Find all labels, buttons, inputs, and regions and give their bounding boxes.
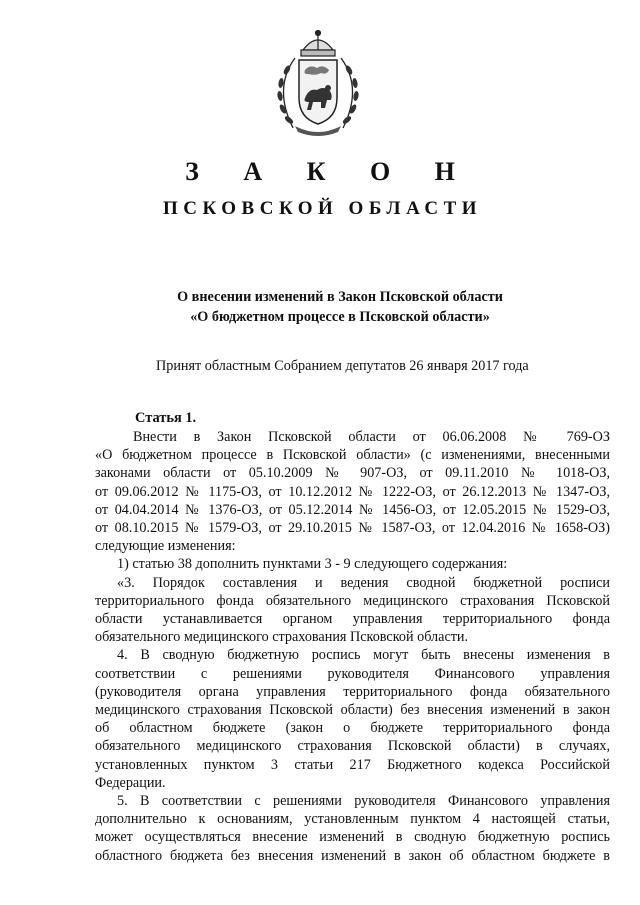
text-line: следующие изменения: xyxy=(95,538,236,555)
text-line: областного бюджета без внесения изменений в закон об областном бюджете в xyxy=(95,847,610,864)
text-line: территориального фонда обязательного медицинского страхования Псковской xyxy=(95,592,610,609)
text-line: Федерации. xyxy=(95,774,166,791)
text-line: установленных пунктом 3 статьи 217 Бюджетного кодекса Российской xyxy=(95,756,610,773)
clause-4-paragraph xyxy=(95,646,610,792)
text-line: 5. В соответствии с решениями руководителя Финансового управления xyxy=(117,793,610,810)
text-line: от 08.10.2015 № 1579-ОЗ, от 29.10.2015 № 1587-ОЗ, от 12.04.2016 № 1658-ОЗ) xyxy=(95,520,610,537)
text-line: от 09.06.2012 № 1175-ОЗ, от 10.12.2012 № 1222-ОЗ, от 26.12.2013 № 1347-ОЗ, xyxy=(95,483,610,500)
text-line: 1) статью 38 дополнить пунктами 3 - 9 следующего содержания: xyxy=(117,556,508,573)
text-line: медицинского страхования Псковской области) без внесения изменений в закон xyxy=(95,702,610,719)
coat-of-arms-emblem xyxy=(265,28,371,138)
text-line: Внести в Закон Псковской области от 06.06.2008 № 769-ОЗ xyxy=(133,429,610,445)
text-line: «3. Порядок составления и ведения сводной бюджетной росписи xyxy=(117,574,610,591)
text-line: 4. В сводную бюджетную роспись могут быть внесены изменения в xyxy=(117,647,610,664)
intro-paragraph xyxy=(95,428,610,555)
text-line: обязательного медицинского страхования Псковской области. xyxy=(95,629,469,646)
item-1-paragraph xyxy=(95,555,610,573)
text-line: об областном бюджете (закон о бюджете территориального фонда xyxy=(95,720,610,737)
text-line: законами области от 05.10.2009 № 907-ОЗ, от 09.11.2010 № 1018-ОЗ, xyxy=(95,465,610,482)
text-line: области устанавливается органом управления территориального фонда xyxy=(95,611,610,628)
clause-3-paragraph xyxy=(95,574,610,647)
article-body xyxy=(95,428,610,865)
subject-line: О внесении изменений в Закон Псковской области xyxy=(177,289,503,305)
text-line: обязательного медицинского страхования Псковской области) в случаях, xyxy=(95,738,610,755)
article-heading: Статья 1. xyxy=(135,410,197,426)
subject-line: «О бюджетном процессе в Псковской области» xyxy=(190,309,490,325)
text-line: от 04.04.2014 № 1376-ОЗ, от 05.12.2014 № 1456-ОЗ, от 12.05.2015 № 1529-ОЗ, xyxy=(95,501,610,518)
text-line: соответствии с решениями руководителя Финансового управления xyxy=(95,665,610,682)
text-line: может осуществляться внесение изменений в сводную бюджетную роспись xyxy=(95,829,610,846)
adoption-statement: Принят областным Собранием депутатов 26 января 2017 года xyxy=(156,358,529,374)
text-line: (руководителя органа управления территориального фонда обязательного xyxy=(95,683,610,700)
region-name: ПСКОВСКОЙ ОБЛАСТИ xyxy=(162,198,483,219)
document-title: З А К О Н xyxy=(185,157,474,186)
text-line: «О бюджетном процессе в Псковской области» (с изменениями, внесенными xyxy=(95,447,610,464)
text-line: дополнительно к основаниям, установленным пунктом 4 настоящей статьи, xyxy=(95,811,610,828)
law-subject xyxy=(0,287,640,327)
clause-5-paragraph xyxy=(95,792,610,865)
